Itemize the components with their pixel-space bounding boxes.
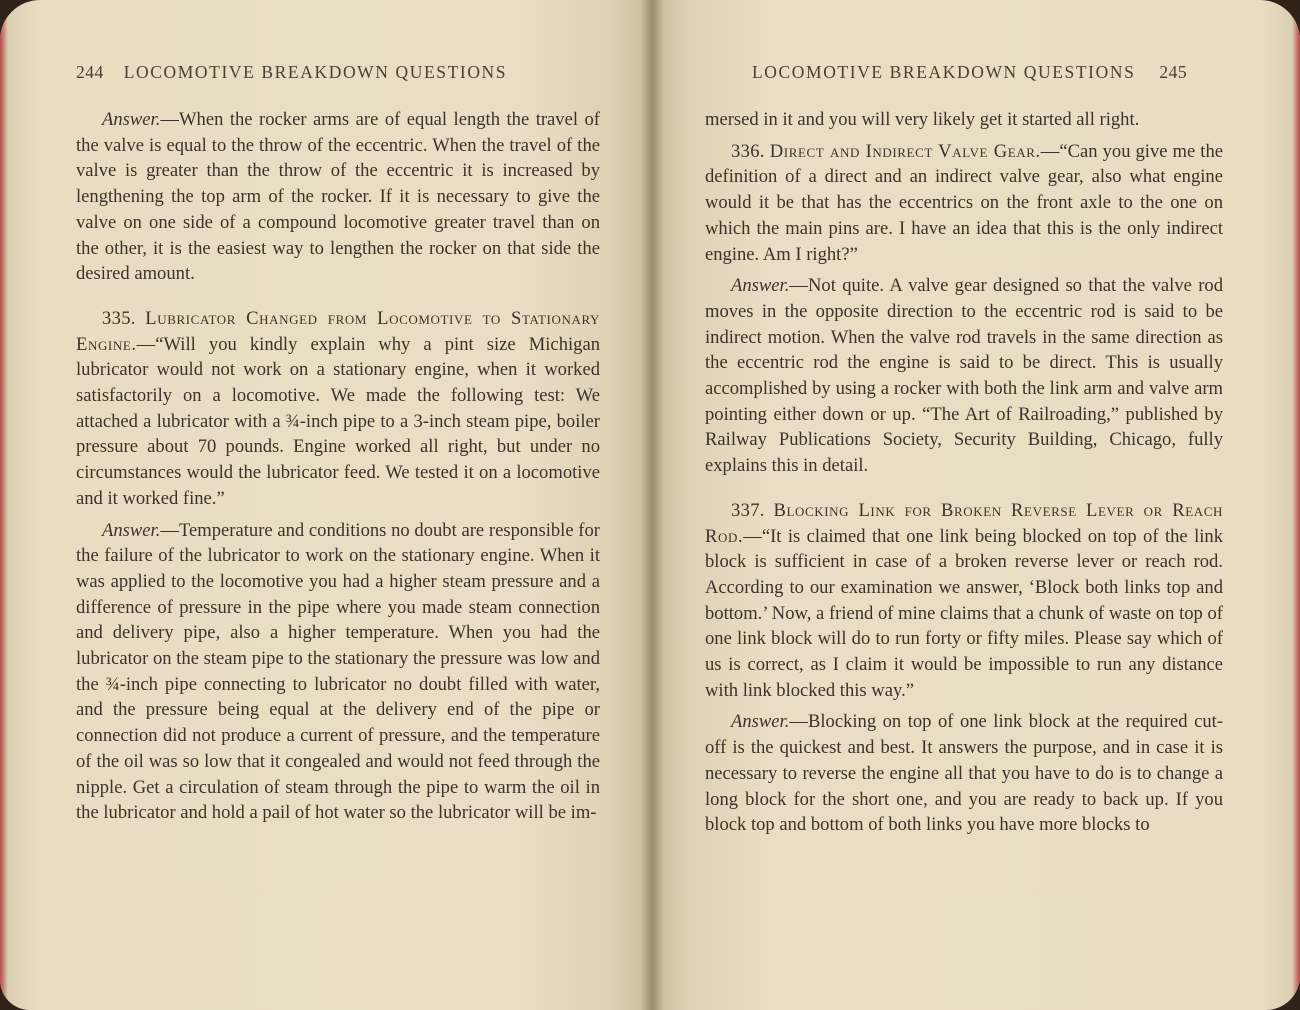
right-page bbox=[652, 0, 1300, 1010]
question-number: 335. bbox=[102, 307, 136, 329]
answer-text: —Temperature and conditions no doubt are responsible for the failure of the lubricator to work on the stationary engine. When it was applied to the locomotive you had a higher steam pressure and a difference of pressure in the pipe where you made steam connection and delivery pipe, also a higher temperature. When you had the lubricator on the steam pipe to the stationary the pressure was low and the ¾-inch pipe connecting to lubricator no doubt filled with water, and the pressure being equal at the delivery end of the pipe or connection did not produce a current of pressure, and the temperature of the oil was so low that it congealed and would not feed through the nipple. Get a circulation of steam through the pipe to warm the oil in the lubricator and hold a pail of hot water so the lubricator will be im- bbox=[76, 519, 600, 824]
left-running-head bbox=[76, 62, 507, 83]
left-page-number: 244 bbox=[76, 62, 104, 82]
book-gutter bbox=[640, 0, 664, 1010]
question-335 bbox=[76, 306, 600, 512]
continuation-paragraph: mersed in it and you will very likely get it started all right. bbox=[705, 109, 1140, 130]
answer-label: Answer. bbox=[731, 275, 790, 297]
right-running-title: LOCOMOTIVE BREAKDOWN QUESTIONS bbox=[752, 62, 1136, 82]
answer-paragraph-336 bbox=[705, 273, 1223, 479]
answer-text: —Not quite. A valve gear designed so that the valve rod moves in the opposite direction to the eccentric rod is said to be indirect motion. When the valve rod travels in the same direction as the eccentric rod the engine is said to be direct. This is usually accomplished by using a rocker with both the link arm and valve arm pointing either down or up. “The Art of Railroading,” published by Railway Publications Society, Security Building, Chicago, fully explains this in detail. bbox=[705, 275, 1223, 477]
answer-label: Answer. bbox=[102, 519, 161, 541]
question-number: 336. bbox=[731, 140, 765, 162]
answer-text: —Blocking on top of one link block at the required cut-off is the quickest and best. It answers the purpose, and in case it is necessary to reverse the engine all that you have to do is to change a long block for the short one, and you are ready to back up. If you block top and bottom of both links you have more blocks to bbox=[705, 711, 1223, 836]
left-running-title: LOCOMOTIVE BREAKDOWN QUESTIONS bbox=[123, 62, 508, 82]
page-edge-right bbox=[1292, 0, 1300, 1010]
right-page-number: 245 bbox=[1159, 62, 1188, 82]
page-edge-left bbox=[0, 0, 8, 1010]
answer-paragraph-334 bbox=[76, 107, 600, 287]
answer-label: Answer. bbox=[731, 711, 790, 733]
right-page-body bbox=[705, 107, 1223, 838]
answer-paragraph-337 bbox=[705, 709, 1223, 838]
right-running-head bbox=[752, 62, 1187, 83]
question-heading: Blocking Link for Broken Reverse Lever or Reach Rod. bbox=[705, 499, 1223, 547]
question-text: —“Can you give me the definition of a direct and an indirect valve gear, also what engine would it be that has the eccentrics on the front axle to the one on which the main pins are. I have an idea that this is the only indirect engine. Am I right?” bbox=[705, 140, 1224, 265]
question-number: 337. bbox=[731, 499, 765, 521]
left-page-body bbox=[76, 107, 600, 826]
question-text: —“Will you kindly explain why a pint size Michigan lubricator would not work on a stationary engine, when it worked satisfactorily on a locomotive. We made the following test: We attached a lubricator with a ¾-inch pipe to a 3-inch steam pipe, boiler pressure about 70 pounds. Engine worked all right, but under no circumstances would the lubricator feed. We tested it on a locomotive and it worked fine.” bbox=[76, 333, 600, 509]
question-heading: Direct and Indirect Valve Gear. bbox=[769, 140, 1041, 162]
question-heading: Lubricator Changed from Locomotive to Stationary Engine. bbox=[76, 307, 600, 355]
answer-paragraph-335 bbox=[76, 518, 600, 826]
question-336 bbox=[705, 139, 1223, 268]
question-text: —“It is claimed that one link being blocked on top of the link block is sufficient in case of a broken reverse lever or reach rod. According to our examination we answer, ‘Block both links top and bottom.’ Now, a friend of mine claims that a chunk of waste on top of one link block will do to run forty or fifty miles. Please say which of us is correct, as I claim it would be impossible to run any distance with link blocked this way.” bbox=[705, 525, 1223, 701]
question-337 bbox=[705, 498, 1223, 704]
answer-text: —When the rocker arms are of equal length the travel of the valve is equal to the throw of the eccentric. When the travel of the valve is greater than the throw of the eccentric it is increased by lengthening the top arm of the rocker. If it is necessary to give the valve on one side of a compound locomotive greater travel than on the other, it is the easiest way to lengthen the rocker on that side the desired amount. bbox=[76, 109, 600, 285]
answer-label: Answer. bbox=[102, 109, 161, 130]
